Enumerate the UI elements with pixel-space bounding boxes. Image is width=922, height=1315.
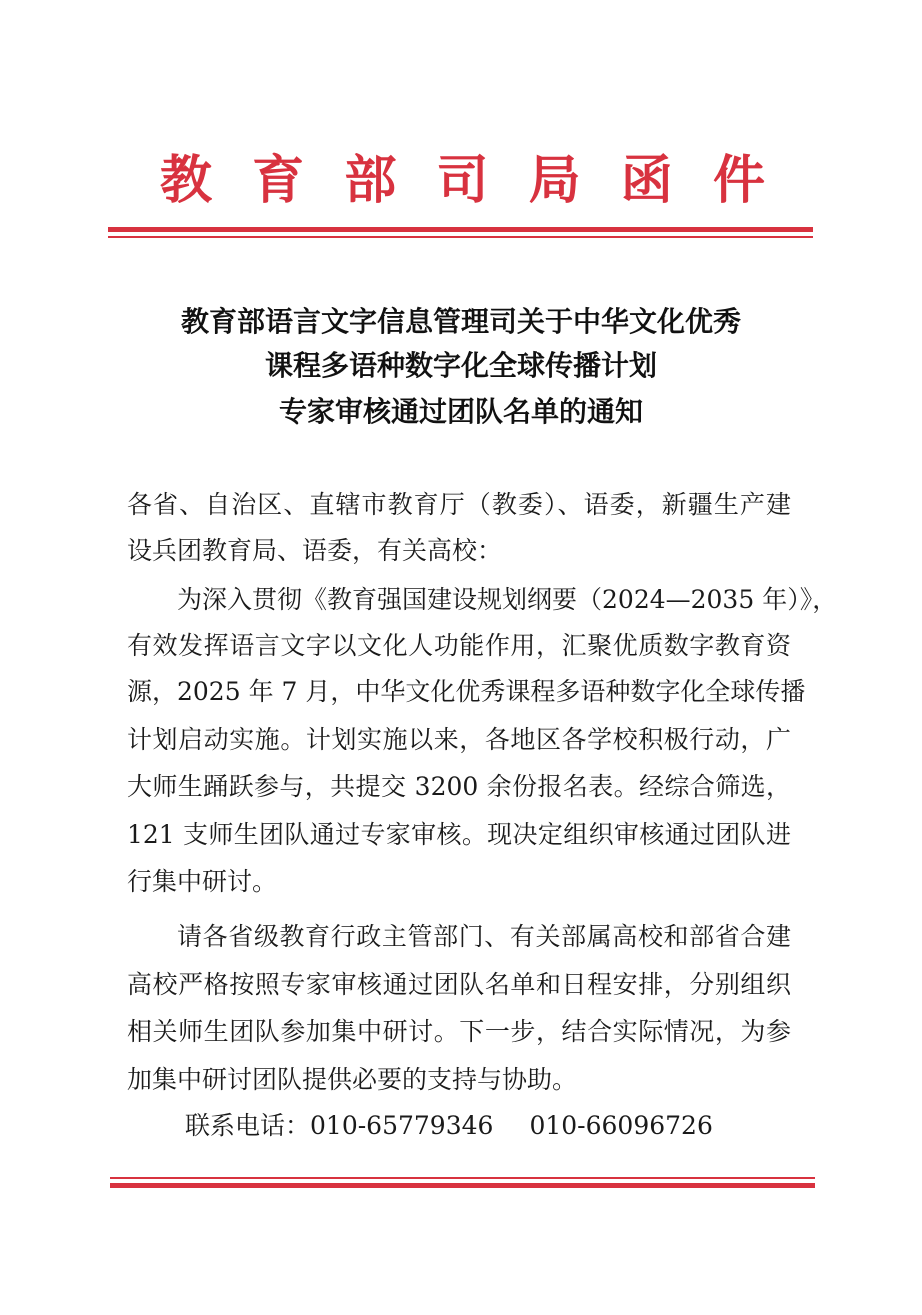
salutation-line: 设兵团教育局、语委，有关高校： [127, 536, 503, 565]
masthead-char: 局 [528, 149, 581, 211]
body-line: 大师生踊跃参与，共提交 3200 余份报名表。经综合筛选， [127, 772, 791, 801]
masthead-char: 件 [712, 149, 765, 211]
body-line: 加集中研讨团队提供必要的支持与协助。 [127, 1065, 578, 1094]
body-line: 请各省级教育行政主管部门、有关部属高校和部省合建 [177, 922, 791, 951]
contact-phone-1: 010-65779346 [310, 1111, 494, 1140]
top-rule-thin [108, 236, 813, 238]
body-line: 计划启动实施。计划实施以来，各地区各学校积极行动，广 [127, 725, 791, 754]
contact-phone-2: 010-66096726 [529, 1111, 713, 1140]
document-title-line: 专家审核通过团队名单的通知 [278, 395, 643, 428]
body-line: 源，2025 年 7 月，中华文化优秀课程多语种数字化全球传播 [127, 677, 806, 706]
body-line: 为深入贯彻《教育强国建设规划纲要（2024—2035 年）》， [177, 585, 838, 614]
salutation-line: 各省、自治区、直辖市教育厅（教委）、语委，新疆生产建 [127, 490, 791, 519]
contact-line [185, 1102, 749, 1149]
contact-label: 联系电话： [185, 1111, 311, 1140]
masthead-char: 函 [620, 149, 673, 211]
body-line: 高校严格按照专家审核通过团队名单和日程安排，分别组织 [127, 970, 791, 999]
body-line: 121 支师生团队通过专家审核。现决定组织审核通过团队进 [127, 820, 791, 849]
body-line: 行集中研讨。 [127, 867, 278, 896]
bottom-rule-thin [110, 1177, 815, 1179]
masthead-char: 教 [160, 149, 213, 211]
masthead-char: 部 [344, 149, 397, 211]
masthead-char: 育 [252, 149, 305, 211]
body-line: 有效发挥语言文字以文化人功能作用，汇聚优质数字教育资 [127, 631, 791, 660]
bottom-rule-thick [110, 1183, 815, 1188]
body-line: 相关师生团队参加集中研讨。下一步，结合实际情况，为参 [127, 1017, 791, 1046]
masthead-char: 司 [436, 149, 489, 211]
document-title-line: 课程多语种数字化全球传播计划 [264, 349, 657, 382]
top-rule-thick [108, 227, 813, 232]
masthead [160, 140, 765, 210]
document-title-line: 教育部语言文字信息管理司关于中华文化优秀 [180, 305, 741, 338]
